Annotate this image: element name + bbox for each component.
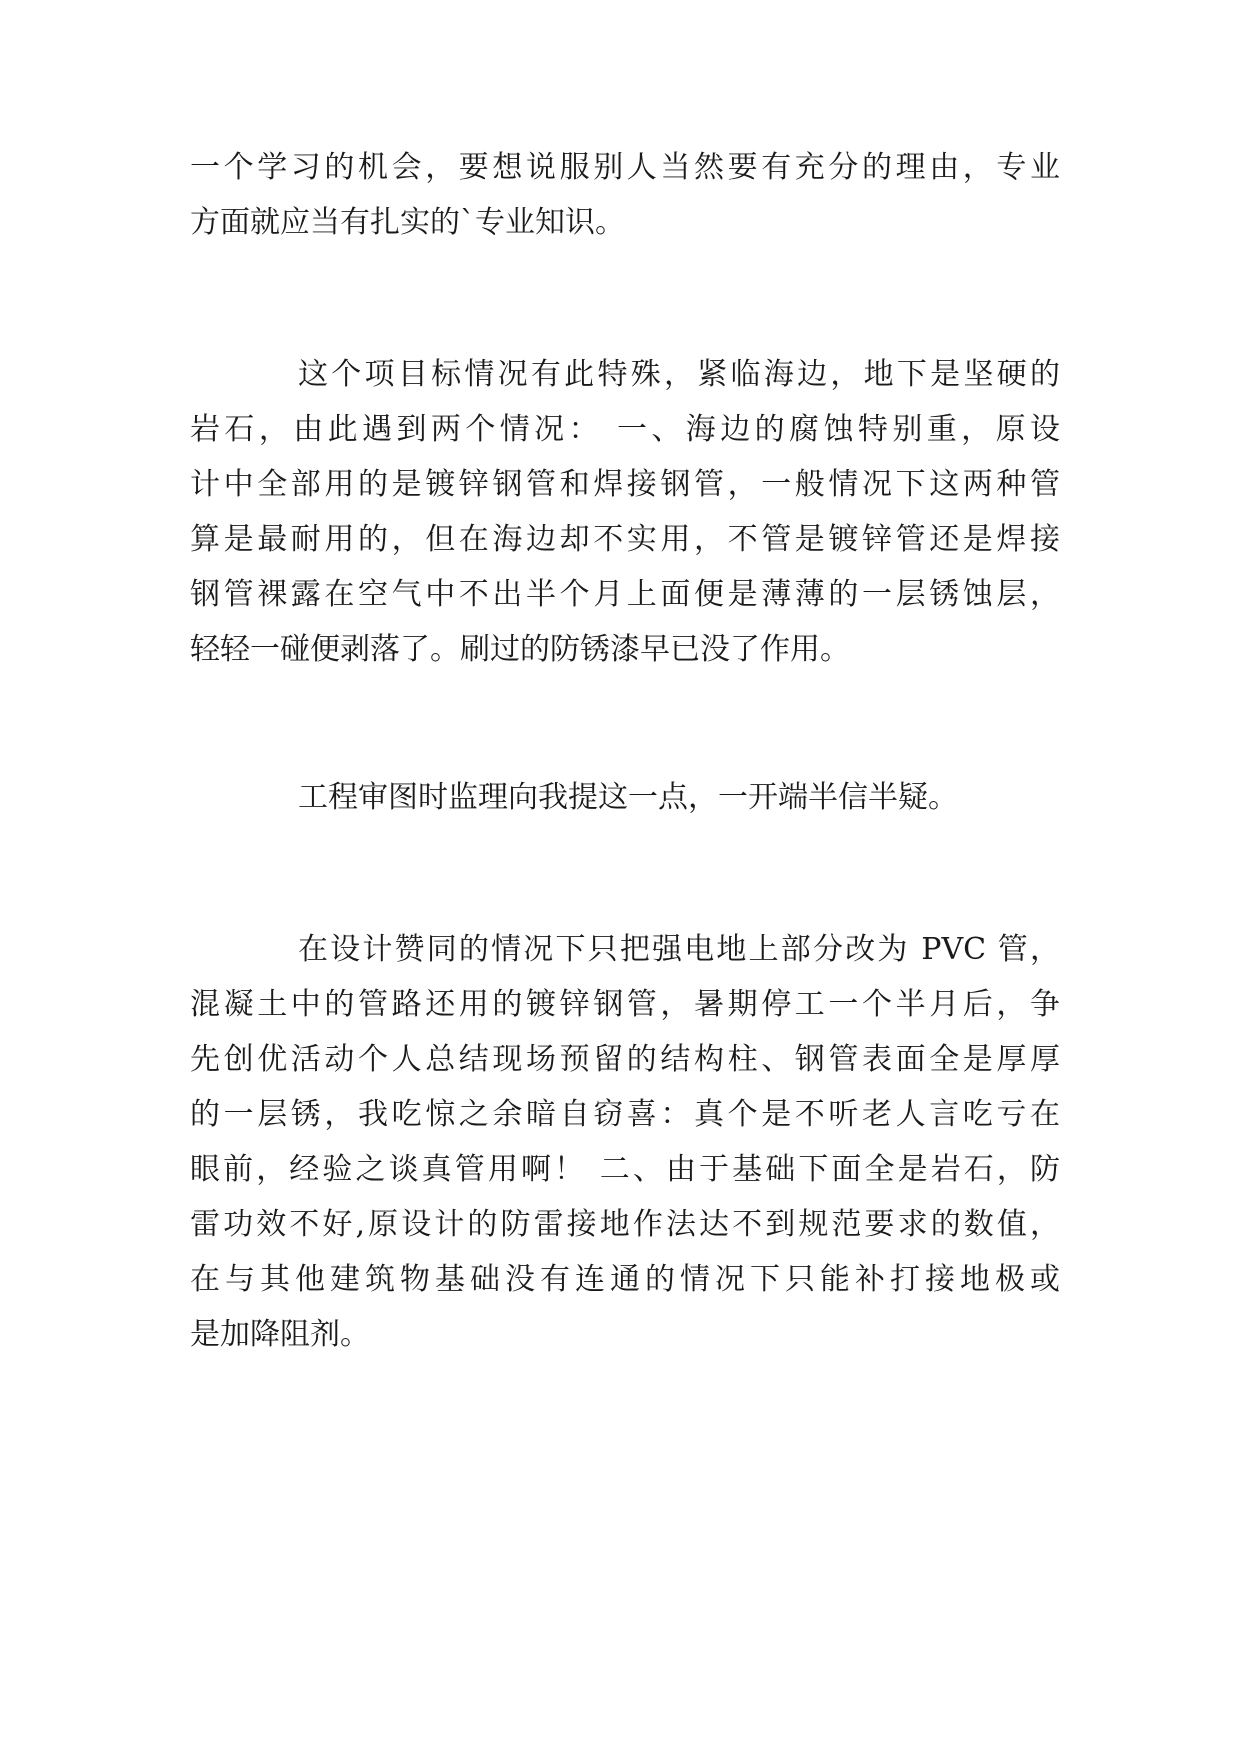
paragraph-2-line-3: 计中全部用的是镀锌钢管和焊接钢管，一般情况下这两种管	[190, 467, 1060, 502]
paragraph-4-line-7: 在与其他建筑物基础没有连通的情况下只能补打接地极或	[190, 1262, 1060, 1297]
paragraph-2-line-6: 轻轻一碰便剥落了。刷过的防锈漆早已没了作用。	[190, 632, 850, 667]
paragraph-4-line-6: 雷功效不好,原设计的防雷接地作法达不到规范要求的数值，	[190, 1207, 1060, 1242]
paragraph-1-line-2: 方面就应当有扎实的`专业知识。	[190, 205, 625, 240]
paragraph-4-line-8: 是加降阻剂。	[190, 1317, 370, 1352]
paragraph-2-line-5: 钢管裸露在空气中不出半个月上面便是薄薄的一层锈蚀层，	[190, 577, 1060, 612]
paragraph-1-line-1: 一个学习的机会，要想说服别人当然要有充分的理由，专业	[190, 150, 1060, 185]
paragraph-4-line-4: 的一层锈，我吃惊之余暗自窃喜：真个是不听老人言吃亏在	[190, 1097, 1060, 1132]
paragraph-2-line-1: 这个项目标情况有此特殊，紧临海边，地下是坚硬的	[298, 357, 1060, 392]
paragraph-2-line-4: 算是最耐用的，但在海边却不实用，不管是镀锌管还是焊接	[190, 522, 1060, 557]
paragraph-3-line-1: 工程审图时监理向我提这一点，一开端半信半疑。	[298, 780, 958, 815]
paragraph-4-line-1: 在设计赞同的情况下只把强电地上部分改为 PVC 管，	[298, 932, 1060, 967]
paragraph-4-line-3: 先创优活动个人总结现场预留的结构柱、钢管表面全是厚厚	[190, 1042, 1060, 1077]
paragraph-4-line-5: 眼前，经验之谈真管用啊！ 二、由于基础下面全是岩石，防	[190, 1152, 1060, 1187]
paragraph-2-line-2: 岩石，由此遇到两个情况： 一、海边的腐蚀特别重，原设	[190, 412, 1060, 447]
paragraph-4-line-2: 混凝土中的管路还用的镀锌钢管，暑期停工一个半月后，争	[190, 987, 1060, 1022]
